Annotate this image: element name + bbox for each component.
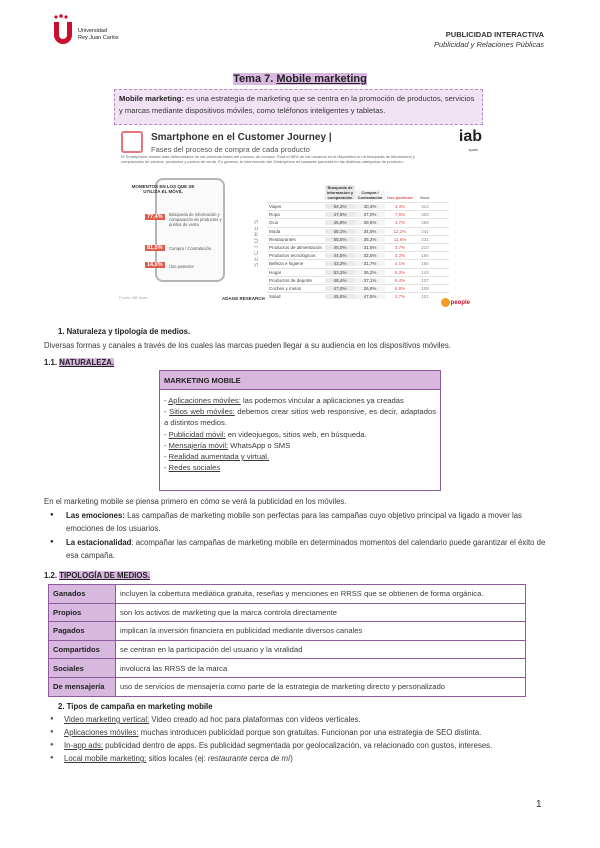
infographic-row: [267, 227, 449, 235]
infographic-cell: Productos de deporte: [269, 277, 313, 283]
table-row: [49, 603, 526, 622]
infographic-cell: 108: [421, 285, 429, 291]
infographic-cell: 46,8%: [325, 220, 355, 225]
definition-text: es una estrategia de marketing que se centra en la promoción de productos, servicios y marcas mediante dispositivos móviles, como teléfonos inteligentes y tabletas.: [119, 94, 475, 115]
table-row: [49, 677, 526, 696]
infographic-cell: 255: [421, 220, 429, 226]
infographic-cell: 26,9%: [355, 286, 385, 291]
list-item: - Aplicaciones móviles: las podemos vincular a aplicaciones ya creadas: [164, 396, 404, 405]
infographic-row: [267, 235, 449, 243]
infographic-cell: 7,6%: [394, 212, 406, 218]
infographic-cell: 142: [421, 269, 429, 275]
infographic-cell: 32,5%: [355, 253, 385, 258]
infographic-cell: 55,5%: [325, 237, 355, 242]
item-link[interactable]: Realidad aumentada y virtual.: [168, 452, 270, 462]
infographic-row: [267, 202, 449, 210]
col-header: Base: [420, 195, 430, 200]
media-type-value: son los activos de marketing que la marca controla directamente: [116, 603, 526, 622]
campaign-type-link[interactable]: Video marketing vertical:: [64, 715, 150, 724]
infographic-cell: 4,7%: [394, 220, 406, 226]
media-type-value: incluyen la cobertura mediática gratuita, reseñas y menciones en RRSS que se obtienen de forma orgánica.: [116, 585, 526, 604]
media-type-value: involucra las RRSS de la marca: [116, 659, 526, 678]
infographic-cell: 53,3%: [325, 270, 355, 275]
infographic-row: [267, 210, 449, 218]
media-type-key: Pagados: [49, 622, 116, 641]
section-1-2-heading: 1.2. TIPOLOGÍA DE MEDIOS.: [44, 571, 150, 580]
infographic-cell: 30,3%: [355, 204, 385, 209]
stat-pct: 81,5%: [147, 245, 163, 251]
media-type-key: Compartidos: [49, 640, 116, 659]
col-header: Búsqueda de información y comparación: [326, 185, 354, 200]
iab-logo: iab: [458, 128, 482, 145]
campaign-type-item: ● Video marketing vertical: Video creado ad hoc para plataformas con vídeos verticales.: [50, 713, 555, 726]
infographic-footer: Fuente: IAB Spain: [119, 296, 148, 300]
infographic-intro: El Smartphone resulta más determinante en las primeras fases del proceso de compra. Para el 85% de los usuarios es el dispositivo en la búsqueda de información y comparación de precios, productos y puntos de venta. En general, la intervención del Smartphone es bastante parecida en las distintas categorías de producto.: [121, 154, 415, 164]
section-1-text: Diversas formas y canales a través de los cuales las marcas pueden llegar a su audiencia en los dispositivos móviles.: [44, 341, 451, 350]
crown-icon: [54, 14, 68, 20]
definition-box: [114, 89, 483, 125]
infographic-row: [267, 292, 449, 300]
section-1-heading: 1. Naturaleza y tipología de medios.: [58, 327, 191, 336]
header-course-info: [434, 30, 544, 50]
infographic-cell: 47,0%: [325, 286, 355, 291]
media-type-value: implican la inversión financiera en publicidad mediante diversos canales: [116, 622, 526, 641]
table-row: [49, 640, 526, 659]
list-item: - Mensajería móvil: WhatsApp o SMS: [164, 440, 291, 450]
list-item: - Realidad aumentada y virtual.: [164, 452, 270, 462]
bullet-item: ● Las emociones: Las campañas de marketing mobile son perfectas para las campañas cuyo objetivo principal va ligado a mover las emociones de los usuarios.: [50, 509, 555, 535]
campaign-type-item: ● In-app ads: publicidad dentro de apps. Es publicidad segmentada por geolocalización, va relacionado con gustos, intereses.: [50, 739, 555, 752]
stat-label: Uso posterior: [169, 264, 194, 269]
media-type-value: uso de servicios de mensajería como parte de la estrategia de marketing directo y personalizado: [116, 677, 526, 696]
infographic-cell: 45,0%: [325, 245, 355, 250]
campaign-type-link[interactable]: In-app ads:: [64, 741, 104, 750]
course-name: PUBLICIDAD INTERACTIVA: [445, 30, 544, 39]
table-row: [49, 585, 526, 604]
stat-pct: 77,4%: [147, 214, 163, 220]
infographic-cell: 12,2%: [393, 228, 407, 234]
infographic-cell: 210: [421, 245, 429, 251]
infographic-cell: 54,2%: [325, 204, 355, 209]
col-header: Compra / Contratación: [355, 190, 385, 200]
infographic-cell: Productos de alimentación: [269, 245, 323, 251]
infographic-cell: Ropa: [269, 212, 280, 218]
infographic-cell: 127: [421, 277, 429, 283]
adage-logo: ADAGE RESEARCH: [222, 296, 265, 301]
infographic-table-header: [267, 178, 449, 202]
media-type-key: Propios: [49, 603, 116, 622]
infographic-cell: 55,1%: [325, 229, 355, 234]
infographic-cell: Viajes: [269, 204, 282, 210]
marketing-mobile-box: [159, 370, 441, 491]
section-1-1-heading: 1.1. NATURALEZA.: [44, 358, 115, 367]
infographic-cell: 11,6%: [393, 236, 407, 242]
infographic-cell: 47,6%: [325, 212, 355, 217]
marketing-mobile-header: MARKETING MOBILE: [160, 371, 440, 390]
infographic-cell: 5,3%: [394, 269, 406, 275]
infographic-row: [267, 218, 449, 226]
list-item: - Sitios web móviles: debemos crear sitios web responsive, es decir, adaptados a distintos medios.: [164, 407, 437, 428]
university-logo: [54, 14, 134, 50]
infographic-cell: Ocio: [269, 220, 279, 226]
item-link[interactable]: Publicidad móvil:: [168, 429, 226, 439]
title-number: Tema 7.: [233, 73, 274, 85]
marketing-mobile-list: [160, 390, 440, 473]
infographic-cell: 37,1%: [355, 278, 385, 283]
campaign-type-item: ● Local mobile marketing: sitios locales (ej: restaurante cerca de mí): [50, 752, 555, 765]
infographic-row: [267, 268, 449, 276]
campaign-type-item: ● Aplicaciones móviles: muchas introducen publicidad porque son gratuitas. Funcionan por una estrategia de SEO distinta.: [50, 726, 555, 739]
phone-title: MOMENTOS EN LOS QUE SE UTILIZA EL MÓVIL: [131, 184, 195, 194]
infographic-cell: 31,7%: [355, 261, 385, 266]
list-item: - Publicidad móvil: en videojuegos, sitios web, en búsqueda.: [164, 429, 367, 439]
title-name: Mobile marketing: [276, 73, 367, 85]
campaign-type-link[interactable]: Local mobile marketing:: [64, 754, 147, 763]
infographic-cell: 4,3%: [394, 204, 406, 210]
infographic-cell: Hogar: [269, 269, 282, 275]
campaign-type-link[interactable]: Aplicaciones móviles:: [64, 728, 139, 737]
infographic-cell: 43,3%: [325, 261, 355, 266]
media-types-table: [48, 584, 526, 697]
list-item: - Redes sociales: [164, 463, 221, 473]
infographic-cell: 4,1%: [394, 261, 406, 267]
table-row: [49, 622, 526, 641]
infographic-cell: 36,2%: [355, 270, 385, 275]
section-2-heading: 2. Tipos de campaña en marketing mobile: [58, 702, 213, 711]
infographic-cell: Belleza e higiene: [269, 261, 304, 267]
infographic-cell: 5,4%: [394, 277, 406, 283]
infographic-cell: 3,3%: [394, 253, 406, 259]
infographic-cell: 160: [421, 253, 429, 259]
infographic-cell: 231: [421, 236, 429, 242]
infographic-cell: Moda: [269, 228, 281, 234]
stat-label: Búsqueda de información y comparación de productos y puntos de venta: [169, 212, 222, 227]
infographic-cell: Coches y motos: [269, 285, 302, 291]
stat-pct: 14,0%: [147, 262, 163, 268]
logo-u-shape: [54, 22, 72, 44]
item-link[interactable]: Sitios web móviles:: [169, 407, 235, 417]
media-type-key: Ganados: [49, 585, 116, 604]
infographic-cell: 47,5%: [355, 294, 385, 299]
infographic-cell: 31,5%: [355, 245, 385, 250]
stat-label: Compra / Contratación: [169, 246, 212, 251]
infographic-cell: 45,5%: [325, 294, 355, 299]
infographic-cell: 101: [421, 294, 429, 300]
degree-name: Publicidad y Relaciones Públicas: [433, 40, 544, 49]
infographic-cell: 37,0%: [355, 212, 385, 217]
infographic-row: [267, 259, 449, 267]
infographic-cell: 241: [421, 228, 429, 234]
infographic-cell: 6,9%: [394, 285, 406, 291]
iab-logo-sub: spain: [468, 147, 478, 152]
university-name-line2: Rey Juan Carlos: [78, 35, 119, 41]
page-title: [0, 73, 600, 85]
infographic-cell: Restaurantes: [269, 236, 296, 242]
item-link[interactable]: Mensajería móvil:: [168, 440, 229, 450]
infographic-cell: 44,5%: [325, 253, 355, 258]
people-logo: people: [441, 298, 470, 307]
marketing-mobile-paragraph: En el marketing mobile se piensa primero en cómo se verá la publicidad en los móviles.: [44, 497, 347, 506]
infographic-table: [267, 178, 449, 300]
university-name-line1: Universidad: [78, 28, 108, 34]
infographic-row: [267, 243, 449, 251]
infographic-cell: 48,4%: [325, 278, 355, 283]
col-header: Uso posterior: [386, 195, 413, 200]
infographic-cell: 3,7%: [394, 245, 406, 251]
definition-term: Mobile marketing:: [119, 94, 184, 103]
infographic-cell: 160: [421, 261, 429, 267]
infographic-cell: Salud: [269, 294, 281, 300]
infographic-cell: 314: [421, 204, 429, 210]
infographic-row: [267, 251, 449, 259]
infographic-cell: 34,0%: [355, 229, 385, 234]
item-link[interactable]: Redes sociales: [168, 463, 221, 473]
sectors-label: SECTORES: [254, 218, 260, 267]
media-type-key: De mensajería: [49, 677, 116, 696]
infographic-cell: 3,7%: [394, 294, 406, 300]
page-number: 1: [536, 799, 542, 810]
infographic-subtitle: Fases del proceso de compra de cada producto: [151, 145, 310, 154]
item-link[interactable]: Aplicaciones móviles:: [168, 396, 241, 405]
infographic-row: [267, 284, 449, 292]
infographic-cell: 302: [421, 212, 429, 218]
infographic-image: [117, 128, 482, 312]
media-type-key: Sociales: [49, 659, 116, 678]
infographic-cell: Productos tecnológicos: [269, 253, 316, 259]
infographic-cell: 39,5%: [355, 220, 385, 225]
infographic-row: [267, 276, 449, 284]
bullet-item: ● La estacionalidad: acompañar las campañas de marketing mobile en determinados momentos del calendario puede garantizar el éxito de esa campaña.: [50, 536, 555, 562]
table-row: [49, 659, 526, 678]
media-type-value: se centran en la participación del usuario y la viralidad: [116, 640, 526, 659]
infographic-title: Smartphone en el Customer Journey |: [151, 132, 332, 143]
infographic-cell: 35,2%: [355, 237, 385, 242]
smartphone-icon: [121, 131, 143, 153]
